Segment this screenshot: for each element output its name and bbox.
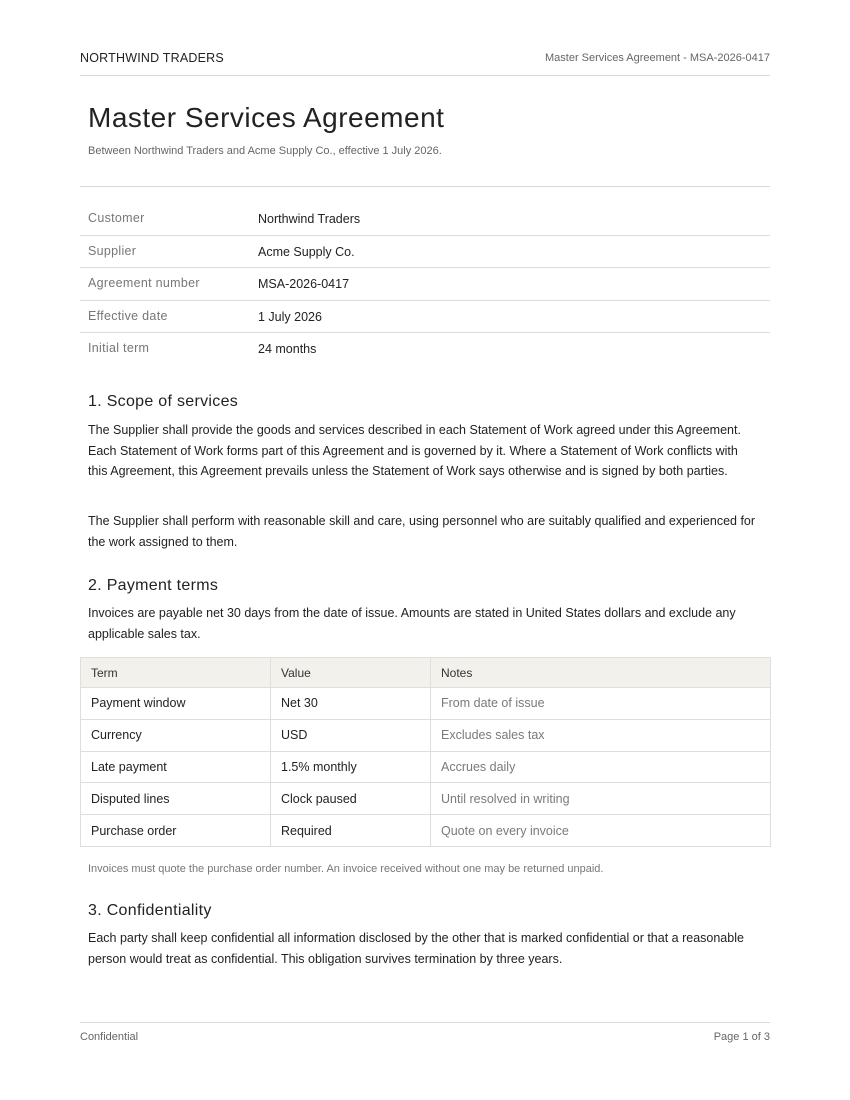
page-header	[80, 48, 770, 76]
agreement-details	[80, 203, 770, 366]
document-reference: Master Services Agreement - MSA-2026-0417	[545, 52, 770, 64]
column-header-term: Term	[81, 658, 271, 688]
section-heading-payment: 2. Payment terms	[88, 577, 219, 594]
cell-term: Payment window	[81, 688, 271, 720]
detail-row	[80, 203, 770, 236]
section-paragraph: Each party shall keep confidential all information disclosed by the other that is marked confidential or that a reasonable person would treat as confidential. This obligation survives termination by three years.	[88, 931, 744, 966]
detail-label: Supplier	[88, 243, 137, 258]
cell-value: Net 30	[271, 688, 431, 720]
column-header-notes: Notes	[431, 658, 771, 688]
section-paragraph: The Supplier shall provide the goods and services described in each Statement of Work agreed under this Agreement. Each Statement of Work forms part of this Agreement and is governed by it. Where a Statement of Work conflicts with this Agreement, this Agreement prevails unless the Statement of Work says otherwise and is signed by both parties.	[88, 423, 741, 478]
table-header-row	[81, 658, 771, 688]
detail-row	[80, 268, 770, 301]
document-title: Master Services Agreement	[88, 102, 445, 133]
section-paragraph: The Supplier shall perform with reasonable skill and care, using personnel who are suitably qualified and experienced for the work assigned to them.	[88, 514, 756, 549]
section-heading-confidentiality: 3. Confidentiality	[88, 902, 212, 919]
detail-value: Northwind Traders	[258, 212, 361, 226]
table-row	[81, 719, 771, 751]
confidentiality-label: Confidential	[80, 1031, 139, 1043]
table-row	[81, 688, 771, 720]
cell-notes: Excludes sales tax	[431, 719, 771, 751]
table-footnote: Invoices must quote the purchase order number. An invoice received without one may be returned unpaid.	[88, 863, 604, 875]
detail-label: Agreement number	[88, 276, 200, 290]
table-row	[81, 815, 771, 847]
cell-term: Late payment	[81, 751, 271, 783]
cell-notes: Quote on every invoice	[431, 815, 771, 847]
detail-row	[80, 301, 770, 334]
table-row	[81, 751, 771, 783]
cell-term: Currency	[81, 719, 271, 751]
cell-notes: From date of issue	[431, 688, 771, 720]
cell-value: Required	[271, 815, 431, 847]
table-row	[81, 783, 771, 815]
detail-value: MSA-2026-0417	[258, 277, 350, 291]
cell-term: Disputed lines	[81, 783, 271, 815]
payment-terms-table	[80, 657, 771, 847]
detail-row	[80, 333, 770, 366]
column-header-value: Value	[271, 658, 431, 688]
detail-value: 1 July 2026	[258, 309, 322, 324]
cell-value: USD	[271, 719, 431, 751]
detail-label: Customer	[88, 211, 145, 225]
detail-value: Acme Supply Co.	[258, 244, 355, 259]
page-footer	[80, 1022, 770, 1046]
company-name: NORTHWIND TRADERS	[80, 51, 224, 65]
cell-term: Purchase order	[81, 815, 271, 847]
divider	[80, 186, 770, 187]
section-paragraph: Invoices are payable net 30 days from the date of issue. Amounts are stated in United States dollars and exclude any applicable sales tax.	[88, 606, 736, 641]
detail-label: Initial term	[88, 341, 150, 355]
section-heading-scope: 1. Scope of services	[88, 393, 239, 410]
cell-notes: Accrues daily	[431, 751, 771, 783]
cell-value: Clock paused	[271, 783, 431, 815]
page-number: Page 1 of 3	[713, 1031, 770, 1043]
detail-row	[80, 236, 770, 269]
detail-value: 24 months	[258, 342, 317, 356]
detail-label: Effective date	[88, 308, 168, 323]
cell-notes: Until resolved in writing	[431, 783, 771, 815]
document-subtitle: Between Northwind Traders and Acme Supply Co., effective 1 July 2026.	[88, 145, 442, 157]
cell-value: 1.5% monthly	[271, 751, 431, 783]
